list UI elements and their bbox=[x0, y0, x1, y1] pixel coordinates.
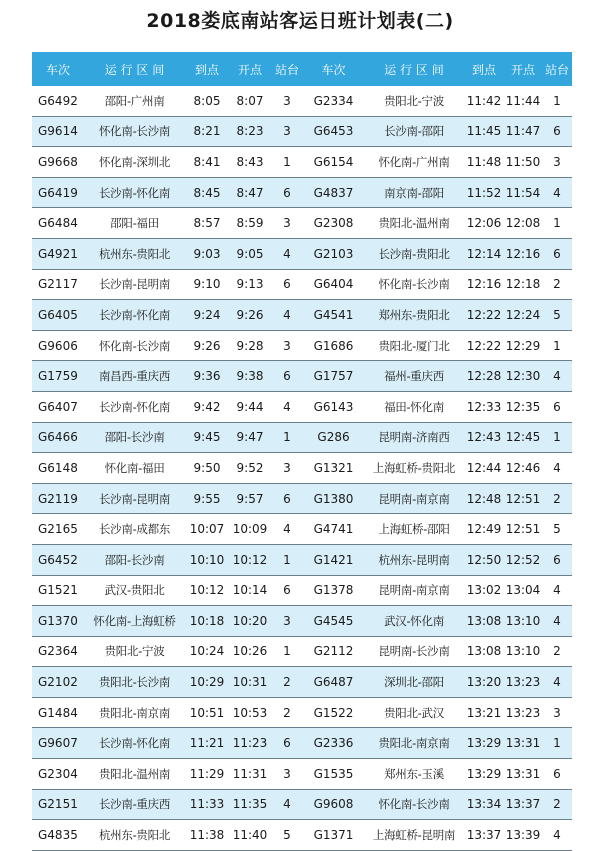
cell-arrive-right: 12:22 bbox=[464, 330, 504, 361]
cell-route-right: 郑州东-玉溪 bbox=[364, 759, 464, 790]
cell-route-right: 杭州东-昆明南 bbox=[364, 544, 464, 575]
cell-depart-left: 9:44 bbox=[229, 391, 271, 422]
cell-platform-left: 1 bbox=[271, 422, 303, 453]
cell-platform-left: 3 bbox=[271, 116, 303, 147]
cell-route-right: 贵阳北-厦门北 bbox=[364, 330, 464, 361]
cell-train-right: G4837 bbox=[303, 177, 364, 208]
cell-platform-right: 1 bbox=[542, 728, 572, 759]
cell-train-left: G6407 bbox=[32, 391, 84, 422]
cell-platform-right: 1 bbox=[542, 208, 572, 239]
cell-route-left: 怀化南-长沙南 bbox=[84, 116, 185, 147]
cell-arrive-right: 12:48 bbox=[464, 483, 504, 514]
cell-depart-left: 9:38 bbox=[229, 361, 271, 392]
cell-platform-left: 1 bbox=[271, 147, 303, 178]
cell-arrive-right: 13:29 bbox=[464, 759, 504, 790]
cell-depart-left: 8:47 bbox=[229, 177, 271, 208]
cell-train-left: G1521 bbox=[32, 575, 84, 606]
cell-arrive-left: 9:24 bbox=[185, 300, 229, 331]
cell-arrive-left: 11:29 bbox=[185, 759, 229, 790]
cell-train-left: G4835 bbox=[32, 820, 84, 851]
cell-platform-right: 2 bbox=[542, 789, 572, 820]
cell-depart-right: 11:50 bbox=[504, 147, 542, 178]
cell-route-left: 长沙南-昆明南 bbox=[84, 483, 185, 514]
cell-platform-right: 6 bbox=[542, 116, 572, 147]
cell-depart-left: 11:40 bbox=[229, 820, 271, 851]
cell-route-left: 贵阳北-宁波 bbox=[84, 636, 185, 667]
cell-train-left: G6466 bbox=[32, 422, 84, 453]
cell-route-right: 贵阳北-武汉 bbox=[364, 697, 464, 728]
cell-depart-left: 10:14 bbox=[229, 575, 271, 606]
cell-platform-right: 4 bbox=[542, 361, 572, 392]
table-row bbox=[32, 820, 572, 851]
cell-route-left: 邵阳-福田 bbox=[84, 208, 185, 239]
cell-route-left: 怀化南-福田 bbox=[84, 453, 185, 484]
cell-platform-right: 4 bbox=[542, 667, 572, 698]
cell-arrive-left: 9:03 bbox=[185, 238, 229, 269]
cell-platform-left: 3 bbox=[271, 606, 303, 637]
cell-platform-right: 2 bbox=[542, 269, 572, 300]
table-row bbox=[32, 269, 572, 300]
header-depart-left: 开点 bbox=[229, 52, 271, 86]
cell-train-left: G2304 bbox=[32, 759, 84, 790]
table-row bbox=[32, 544, 572, 575]
cell-platform-right: 4 bbox=[542, 820, 572, 851]
cell-route-right: 怀化南-长沙南 bbox=[364, 789, 464, 820]
cell-platform-right: 1 bbox=[542, 86, 572, 116]
cell-train-left: G2165 bbox=[32, 514, 84, 545]
cell-arrive-left: 10:24 bbox=[185, 636, 229, 667]
cell-platform-right: 4 bbox=[542, 453, 572, 484]
cell-train-right: G6453 bbox=[303, 116, 364, 147]
cell-platform-right: 6 bbox=[542, 759, 572, 790]
cell-arrive-right: 12:06 bbox=[464, 208, 504, 239]
cell-route-right: 南京南-邵阳 bbox=[364, 177, 464, 208]
cell-train-left: G6452 bbox=[32, 544, 84, 575]
cell-platform-left: 6 bbox=[271, 269, 303, 300]
cell-depart-left: 10:20 bbox=[229, 606, 271, 637]
cell-train-right: G1522 bbox=[303, 697, 364, 728]
cell-route-left: 武汉-贵阳北 bbox=[84, 575, 185, 606]
cell-platform-left: 6 bbox=[271, 575, 303, 606]
cell-platform-left: 1 bbox=[271, 636, 303, 667]
cell-route-right: 贵阳北-宁波 bbox=[364, 86, 464, 116]
cell-route-right: 怀化南-广州南 bbox=[364, 147, 464, 178]
cell-route-right: 上海虹桥-昆明南 bbox=[364, 820, 464, 851]
cell-depart-left: 8:07 bbox=[229, 86, 271, 116]
cell-route-left: 邵阳-长沙南 bbox=[84, 544, 185, 575]
table-row bbox=[32, 483, 572, 514]
cell-depart-left: 10:53 bbox=[229, 697, 271, 728]
cell-depart-left: 11:31 bbox=[229, 759, 271, 790]
cell-depart-right: 12:51 bbox=[504, 483, 542, 514]
cell-depart-left: 9:28 bbox=[229, 330, 271, 361]
cell-train-left: G1370 bbox=[32, 606, 84, 637]
table-row bbox=[32, 300, 572, 331]
cell-route-right: 贵阳北-南京南 bbox=[364, 728, 464, 759]
cell-route-right: 长沙南-邵阳 bbox=[364, 116, 464, 147]
header-train-left: 车次 bbox=[32, 52, 84, 86]
cell-train-left: G6148 bbox=[32, 453, 84, 484]
cell-platform-left: 6 bbox=[271, 177, 303, 208]
cell-arrive-right: 13:08 bbox=[464, 636, 504, 667]
table-row bbox=[32, 177, 572, 208]
table-row bbox=[32, 422, 572, 453]
cell-arrive-right: 12:33 bbox=[464, 391, 504, 422]
header-route-right: 运 行 区 间 bbox=[364, 52, 464, 86]
cell-train-right: G4741 bbox=[303, 514, 364, 545]
cell-platform-right: 6 bbox=[542, 391, 572, 422]
cell-arrive-right: 13:20 bbox=[464, 667, 504, 698]
cell-train-left: G9668 bbox=[32, 147, 84, 178]
cell-train-right: G2334 bbox=[303, 86, 364, 116]
cell-train-right: G9608 bbox=[303, 789, 364, 820]
cell-arrive-left: 9:36 bbox=[185, 361, 229, 392]
cell-arrive-right: 13:02 bbox=[464, 575, 504, 606]
cell-arrive-left: 9:50 bbox=[185, 453, 229, 484]
cell-depart-right: 13:04 bbox=[504, 575, 542, 606]
cell-depart-right: 13:31 bbox=[504, 759, 542, 790]
cell-platform-left: 4 bbox=[271, 391, 303, 422]
cell-train-right: G286 bbox=[303, 422, 364, 453]
cell-arrive-right: 13:29 bbox=[464, 728, 504, 759]
cell-train-left: G9614 bbox=[32, 116, 84, 147]
cell-arrive-right: 13:34 bbox=[464, 789, 504, 820]
cell-depart-right: 11:47 bbox=[504, 116, 542, 147]
cell-train-right: G4541 bbox=[303, 300, 364, 331]
table-row bbox=[32, 514, 572, 545]
cell-arrive-left: 8:45 bbox=[185, 177, 229, 208]
cell-route-left: 长沙南-成都东 bbox=[84, 514, 185, 545]
cell-route-left: 长沙南-怀化南 bbox=[84, 391, 185, 422]
cell-depart-right: 12:35 bbox=[504, 391, 542, 422]
cell-platform-right: 4 bbox=[542, 177, 572, 208]
cell-arrive-left: 8:57 bbox=[185, 208, 229, 239]
table-row bbox=[32, 636, 572, 667]
cell-train-left: G4921 bbox=[32, 238, 84, 269]
cell-train-right: G6143 bbox=[303, 391, 364, 422]
cell-train-left: G6484 bbox=[32, 208, 84, 239]
cell-platform-left: 5 bbox=[271, 820, 303, 851]
cell-train-left: G2102 bbox=[32, 667, 84, 698]
cell-route-right: 福州-重庆西 bbox=[364, 361, 464, 392]
header-platform-left: 站台 bbox=[271, 52, 303, 86]
cell-arrive-left: 11:38 bbox=[185, 820, 229, 851]
cell-arrive-right: 13:08 bbox=[464, 606, 504, 637]
cell-platform-right: 5 bbox=[542, 514, 572, 545]
header-depart-right: 开点 bbox=[504, 52, 542, 86]
cell-train-left: G1759 bbox=[32, 361, 84, 392]
cell-arrive-right: 12:16 bbox=[464, 269, 504, 300]
cell-route-right: 武汉-怀化南 bbox=[364, 606, 464, 637]
cell-platform-left: 3 bbox=[271, 86, 303, 116]
cell-depart-right: 12:52 bbox=[504, 544, 542, 575]
cell-platform-left: 6 bbox=[271, 728, 303, 759]
cell-platform-right: 2 bbox=[542, 483, 572, 514]
cell-platform-left: 3 bbox=[271, 330, 303, 361]
cell-depart-right: 11:44 bbox=[504, 86, 542, 116]
cell-train-right: G2103 bbox=[303, 238, 364, 269]
cell-arrive-left: 9:26 bbox=[185, 330, 229, 361]
cell-route-left: 长沙南-怀化南 bbox=[84, 728, 185, 759]
cell-route-left: 长沙南-重庆西 bbox=[84, 789, 185, 820]
cell-platform-right: 3 bbox=[542, 147, 572, 178]
cell-platform-right: 4 bbox=[542, 575, 572, 606]
cell-route-left: 长沙南-怀化南 bbox=[84, 300, 185, 331]
cell-train-left: G6405 bbox=[32, 300, 84, 331]
cell-depart-right: 13:37 bbox=[504, 789, 542, 820]
cell-arrive-left: 9:55 bbox=[185, 483, 229, 514]
table-row bbox=[32, 116, 572, 147]
cell-depart-right: 12:30 bbox=[504, 361, 542, 392]
cell-train-right: G1371 bbox=[303, 820, 364, 851]
cell-depart-right: 12:29 bbox=[504, 330, 542, 361]
header-arrive-left: 到点 bbox=[185, 52, 229, 86]
cell-depart-right: 13:23 bbox=[504, 667, 542, 698]
cell-arrive-right: 13:37 bbox=[464, 820, 504, 851]
cell-platform-right: 6 bbox=[542, 238, 572, 269]
cell-arrive-left: 8:21 bbox=[185, 116, 229, 147]
cell-platform-left: 3 bbox=[271, 759, 303, 790]
cell-platform-left: 4 bbox=[271, 789, 303, 820]
cell-train-left: G2117 bbox=[32, 269, 84, 300]
header-platform-right: 站台 bbox=[542, 52, 572, 86]
cell-depart-left: 9:57 bbox=[229, 483, 271, 514]
cell-platform-right: 3 bbox=[542, 697, 572, 728]
cell-platform-left: 4 bbox=[271, 514, 303, 545]
cell-platform-right: 5 bbox=[542, 300, 572, 331]
cell-arrive-right: 12:14 bbox=[464, 238, 504, 269]
cell-depart-right: 13:10 bbox=[504, 606, 542, 637]
cell-depart-left: 9:05 bbox=[229, 238, 271, 269]
cell-arrive-left: 10:51 bbox=[185, 697, 229, 728]
cell-route-right: 昆明南-南京南 bbox=[364, 483, 464, 514]
cell-arrive-left: 9:45 bbox=[185, 422, 229, 453]
cell-route-right: 昆明南-济南西 bbox=[364, 422, 464, 453]
cell-route-right: 深圳北-邵阳 bbox=[364, 667, 464, 698]
cell-route-left: 邵阳-长沙南 bbox=[84, 422, 185, 453]
cell-depart-left: 10:31 bbox=[229, 667, 271, 698]
table-row bbox=[32, 361, 572, 392]
cell-depart-right: 12:08 bbox=[504, 208, 542, 239]
cell-train-right: G1421 bbox=[303, 544, 364, 575]
cell-train-right: G1378 bbox=[303, 575, 364, 606]
cell-depart-right: 13:31 bbox=[504, 728, 542, 759]
cell-route-right: 贵阳北-温州南 bbox=[364, 208, 464, 239]
table-row bbox=[32, 697, 572, 728]
cell-route-left: 怀化南-长沙南 bbox=[84, 330, 185, 361]
cell-arrive-right: 12:28 bbox=[464, 361, 504, 392]
cell-platform-left: 3 bbox=[271, 208, 303, 239]
cell-platform-right: 1 bbox=[542, 422, 572, 453]
cell-arrive-right: 11:42 bbox=[464, 86, 504, 116]
cell-arrive-left: 11:21 bbox=[185, 728, 229, 759]
table-row bbox=[32, 86, 572, 116]
cell-route-left: 贵阳北-南京南 bbox=[84, 697, 185, 728]
cell-train-right: G2112 bbox=[303, 636, 364, 667]
cell-depart-left: 9:47 bbox=[229, 422, 271, 453]
table-row bbox=[32, 606, 572, 637]
table-row bbox=[32, 147, 572, 178]
cell-train-right: G1686 bbox=[303, 330, 364, 361]
cell-depart-left: 9:52 bbox=[229, 453, 271, 484]
cell-route-right: 上海虹桥-贵阳北 bbox=[364, 453, 464, 484]
cell-train-left: G9606 bbox=[32, 330, 84, 361]
cell-arrive-left: 10:18 bbox=[185, 606, 229, 637]
cell-arrive-right: 11:52 bbox=[464, 177, 504, 208]
cell-arrive-right: 13:21 bbox=[464, 697, 504, 728]
cell-route-left: 邵阳-广州南 bbox=[84, 86, 185, 116]
cell-train-right: G2336 bbox=[303, 728, 364, 759]
table-row bbox=[32, 728, 572, 759]
cell-platform-left: 2 bbox=[271, 667, 303, 698]
cell-route-right: 福田-怀化南 bbox=[364, 391, 464, 422]
cell-platform-left: 6 bbox=[271, 483, 303, 514]
cell-depart-left: 10:09 bbox=[229, 514, 271, 545]
cell-arrive-right: 12:44 bbox=[464, 453, 504, 484]
cell-arrive-left: 8:05 bbox=[185, 86, 229, 116]
cell-depart-right: 12:16 bbox=[504, 238, 542, 269]
table-row bbox=[32, 789, 572, 820]
cell-route-left: 贵阳北-长沙南 bbox=[84, 667, 185, 698]
table-row bbox=[32, 453, 572, 484]
cell-depart-left: 9:13 bbox=[229, 269, 271, 300]
cell-arrive-left: 9:42 bbox=[185, 391, 229, 422]
cell-arrive-right: 12:50 bbox=[464, 544, 504, 575]
table-row bbox=[32, 759, 572, 790]
cell-route-left: 南昌西-重庆西 bbox=[84, 361, 185, 392]
table-row bbox=[32, 330, 572, 361]
cell-arrive-left: 10:10 bbox=[185, 544, 229, 575]
cell-platform-right: 6 bbox=[542, 544, 572, 575]
page-title: 2018娄底南站客运日班计划表(二) bbox=[146, 10, 454, 32]
cell-depart-right: 11:54 bbox=[504, 177, 542, 208]
cell-arrive-right: 12:43 bbox=[464, 422, 504, 453]
cell-train-right: G2308 bbox=[303, 208, 364, 239]
schedule-table bbox=[32, 52, 572, 851]
table-row bbox=[32, 238, 572, 269]
cell-route-left: 怀化南-深圳北 bbox=[84, 147, 185, 178]
cell-arrive-left: 10:07 bbox=[185, 514, 229, 545]
cell-route-right: 长沙南-贵阳北 bbox=[364, 238, 464, 269]
cell-train-left: G1484 bbox=[32, 697, 84, 728]
cell-platform-left: 2 bbox=[271, 697, 303, 728]
cell-depart-right: 12:45 bbox=[504, 422, 542, 453]
table-header bbox=[32, 52, 572, 86]
cell-train-left: G6419 bbox=[32, 177, 84, 208]
cell-depart-left: 8:59 bbox=[229, 208, 271, 239]
cell-platform-left: 3 bbox=[271, 453, 303, 484]
cell-train-left: G6492 bbox=[32, 86, 84, 116]
cell-depart-right: 13:39 bbox=[504, 820, 542, 851]
header-arrive-right: 到点 bbox=[464, 52, 504, 86]
cell-arrive-right: 11:48 bbox=[464, 147, 504, 178]
table-body bbox=[32, 86, 572, 850]
cell-route-right: 郑州东-贵阳北 bbox=[364, 300, 464, 331]
cell-arrive-left: 10:12 bbox=[185, 575, 229, 606]
cell-route-left: 长沙南-怀化南 bbox=[84, 177, 185, 208]
cell-depart-left: 10:12 bbox=[229, 544, 271, 575]
cell-route-right: 怀化南-长沙南 bbox=[364, 269, 464, 300]
cell-arrive-right: 12:49 bbox=[464, 514, 504, 545]
cell-depart-right: 12:46 bbox=[504, 453, 542, 484]
cell-train-left: G2151 bbox=[32, 789, 84, 820]
cell-depart-left: 11:23 bbox=[229, 728, 271, 759]
table-row bbox=[32, 667, 572, 698]
cell-train-right: G6404 bbox=[303, 269, 364, 300]
cell-train-right: G1757 bbox=[303, 361, 364, 392]
cell-route-left: 贵阳北-温州南 bbox=[84, 759, 185, 790]
cell-train-right: G1380 bbox=[303, 483, 364, 514]
cell-arrive-left: 11:33 bbox=[185, 789, 229, 820]
cell-train-right: G6487 bbox=[303, 667, 364, 698]
cell-platform-left: 6 bbox=[271, 361, 303, 392]
cell-route-right: 昆明南-南京南 bbox=[364, 575, 464, 606]
header-route-left: 运 行 区 间 bbox=[84, 52, 185, 86]
cell-arrive-right: 12:22 bbox=[464, 300, 504, 331]
cell-route-left: 怀化南-上海虹桥 bbox=[84, 606, 185, 637]
cell-depart-right: 12:51 bbox=[504, 514, 542, 545]
cell-arrive-left: 8:41 bbox=[185, 147, 229, 178]
cell-train-left: G9607 bbox=[32, 728, 84, 759]
cell-route-left: 杭州东-贵阳北 bbox=[84, 238, 185, 269]
table-row bbox=[32, 208, 572, 239]
cell-train-right: G6154 bbox=[303, 147, 364, 178]
header-train-right: 车次 bbox=[303, 52, 364, 86]
header-row bbox=[32, 52, 572, 86]
cell-train-right: G1535 bbox=[303, 759, 364, 790]
cell-platform-right: 2 bbox=[542, 636, 572, 667]
cell-route-right: 昆明南-长沙南 bbox=[364, 636, 464, 667]
cell-depart-left: 9:26 bbox=[229, 300, 271, 331]
cell-depart-left: 8:23 bbox=[229, 116, 271, 147]
table-row bbox=[32, 391, 572, 422]
cell-platform-right: 4 bbox=[542, 606, 572, 637]
cell-arrive-left: 10:29 bbox=[185, 667, 229, 698]
cell-depart-right: 12:24 bbox=[504, 300, 542, 331]
cell-train-left: G2364 bbox=[32, 636, 84, 667]
cell-train-right: G1321 bbox=[303, 453, 364, 484]
cell-train-right: G4545 bbox=[303, 606, 364, 637]
cell-depart-left: 10:26 bbox=[229, 636, 271, 667]
cell-depart-left: 8:43 bbox=[229, 147, 271, 178]
cell-route-left: 长沙南-昆明南 bbox=[84, 269, 185, 300]
cell-route-right: 上海虹桥-邵阳 bbox=[364, 514, 464, 545]
cell-train-left: G2119 bbox=[32, 483, 84, 514]
cell-arrive-left: 9:10 bbox=[185, 269, 229, 300]
cell-depart-left: 11:35 bbox=[229, 789, 271, 820]
cell-route-left: 杭州东-贵阳北 bbox=[84, 820, 185, 851]
cell-arrive-right: 11:45 bbox=[464, 116, 504, 147]
cell-platform-right: 1 bbox=[542, 330, 572, 361]
cell-depart-right: 13:23 bbox=[504, 697, 542, 728]
cell-depart-right: 13:10 bbox=[504, 636, 542, 667]
table-row bbox=[32, 575, 572, 606]
cell-platform-left: 4 bbox=[271, 300, 303, 331]
cell-platform-left: 4 bbox=[271, 238, 303, 269]
cell-depart-right: 12:18 bbox=[504, 269, 542, 300]
cell-platform-left: 1 bbox=[271, 544, 303, 575]
